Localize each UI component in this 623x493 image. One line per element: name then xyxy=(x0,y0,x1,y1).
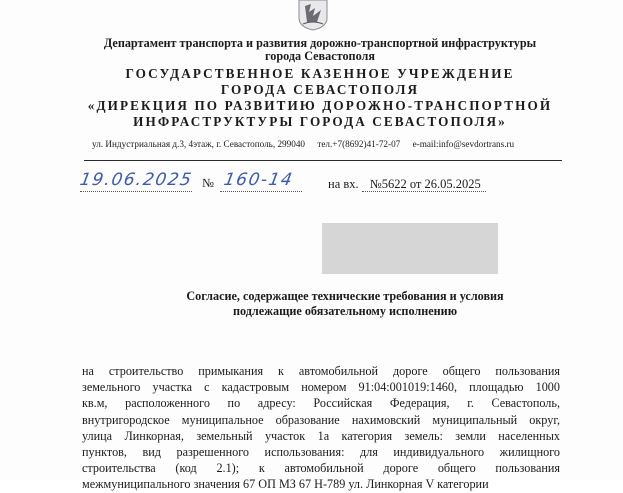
body-line: внутригородское муниципальное образование нахимовский муниципальный округ, xyxy=(82,412,560,427)
department-header xyxy=(60,37,580,63)
incoming-dotted-line xyxy=(362,191,486,192)
organization-name-line2: ГОРОДА СЕВАСТОПОЛЯ xyxy=(220,82,420,97)
number-sign: № xyxy=(202,176,214,190)
body-line: кв.м, расположенного по адресу: Российская Федерация, г. Севастополь, xyxy=(82,396,560,411)
department-name-line2: города Севастополя xyxy=(265,49,375,63)
body-line: межмуниципального значения 67 ОП МЗ 67 Н-789 ул. Линкорная V категории xyxy=(82,477,489,492)
handwritten-number: 160-14 xyxy=(222,170,295,190)
handwritten-date: 19.06.2025 xyxy=(78,170,195,190)
organization-header xyxy=(60,66,580,130)
body-line: строительства (код 2.1); к автомобильной дороге общего пользования xyxy=(82,461,560,476)
body-line: на строительство примыкания к автомобильной дороге общего пользования xyxy=(82,364,560,378)
department-name-line1: Департамент транспорта и развития дорожно-транспортной инфраструктуры xyxy=(103,36,537,50)
organization-name-line1: ГОСУДАРСТВЕННОЕ КАЗЕННОЕ УЧРЕЖДЕНИЕ xyxy=(125,66,515,81)
date-dotted-line xyxy=(80,191,192,192)
document-title-line2: подлежащие обязательному исполнению xyxy=(232,304,458,318)
coat-of-arms-icon xyxy=(295,0,331,30)
organization-name-line3: «ДИРЕКЦИЯ ПО РАЗВИТИЮ ДОРОЖНО-ТРАНСПОРТНОЙ xyxy=(87,98,553,113)
body-paragraph xyxy=(82,363,560,493)
contacts-line xyxy=(92,139,562,149)
document-title-line1: Согласие, содержащее технические требования и условия xyxy=(186,289,504,303)
document-title xyxy=(130,289,560,319)
incoming-label: на вх. xyxy=(328,177,359,191)
header-divider xyxy=(84,160,562,161)
organization-name-line4: ИНФРАСТРУКТУРЫ ГОРОДА СЕВАСТОПОЛЯ» xyxy=(133,114,507,129)
body-line: пунктов, вид разрешенного использования: для индивидуального жилищного xyxy=(82,445,560,460)
redacted-addressee xyxy=(322,223,498,274)
email: e-mail:info@sevdortrans.ru xyxy=(412,139,515,149)
number-dotted-line xyxy=(220,191,302,192)
body-line: земельного участка с кадастровым номером 91:04:001019:1460, площадью 1000 xyxy=(82,380,560,395)
phone: тел.+7(8692)41-72-07 xyxy=(317,139,401,149)
body-line: улица Линкорная, земельный участок 1а категория земель: земли населенных xyxy=(82,428,560,443)
incoming-reference xyxy=(328,177,481,192)
incoming-value: №5622 от 26.05.2025 xyxy=(369,177,481,191)
address: ул. Индустриальная д.3, 4этаж, г. Севастополь, 299040 xyxy=(92,139,306,149)
